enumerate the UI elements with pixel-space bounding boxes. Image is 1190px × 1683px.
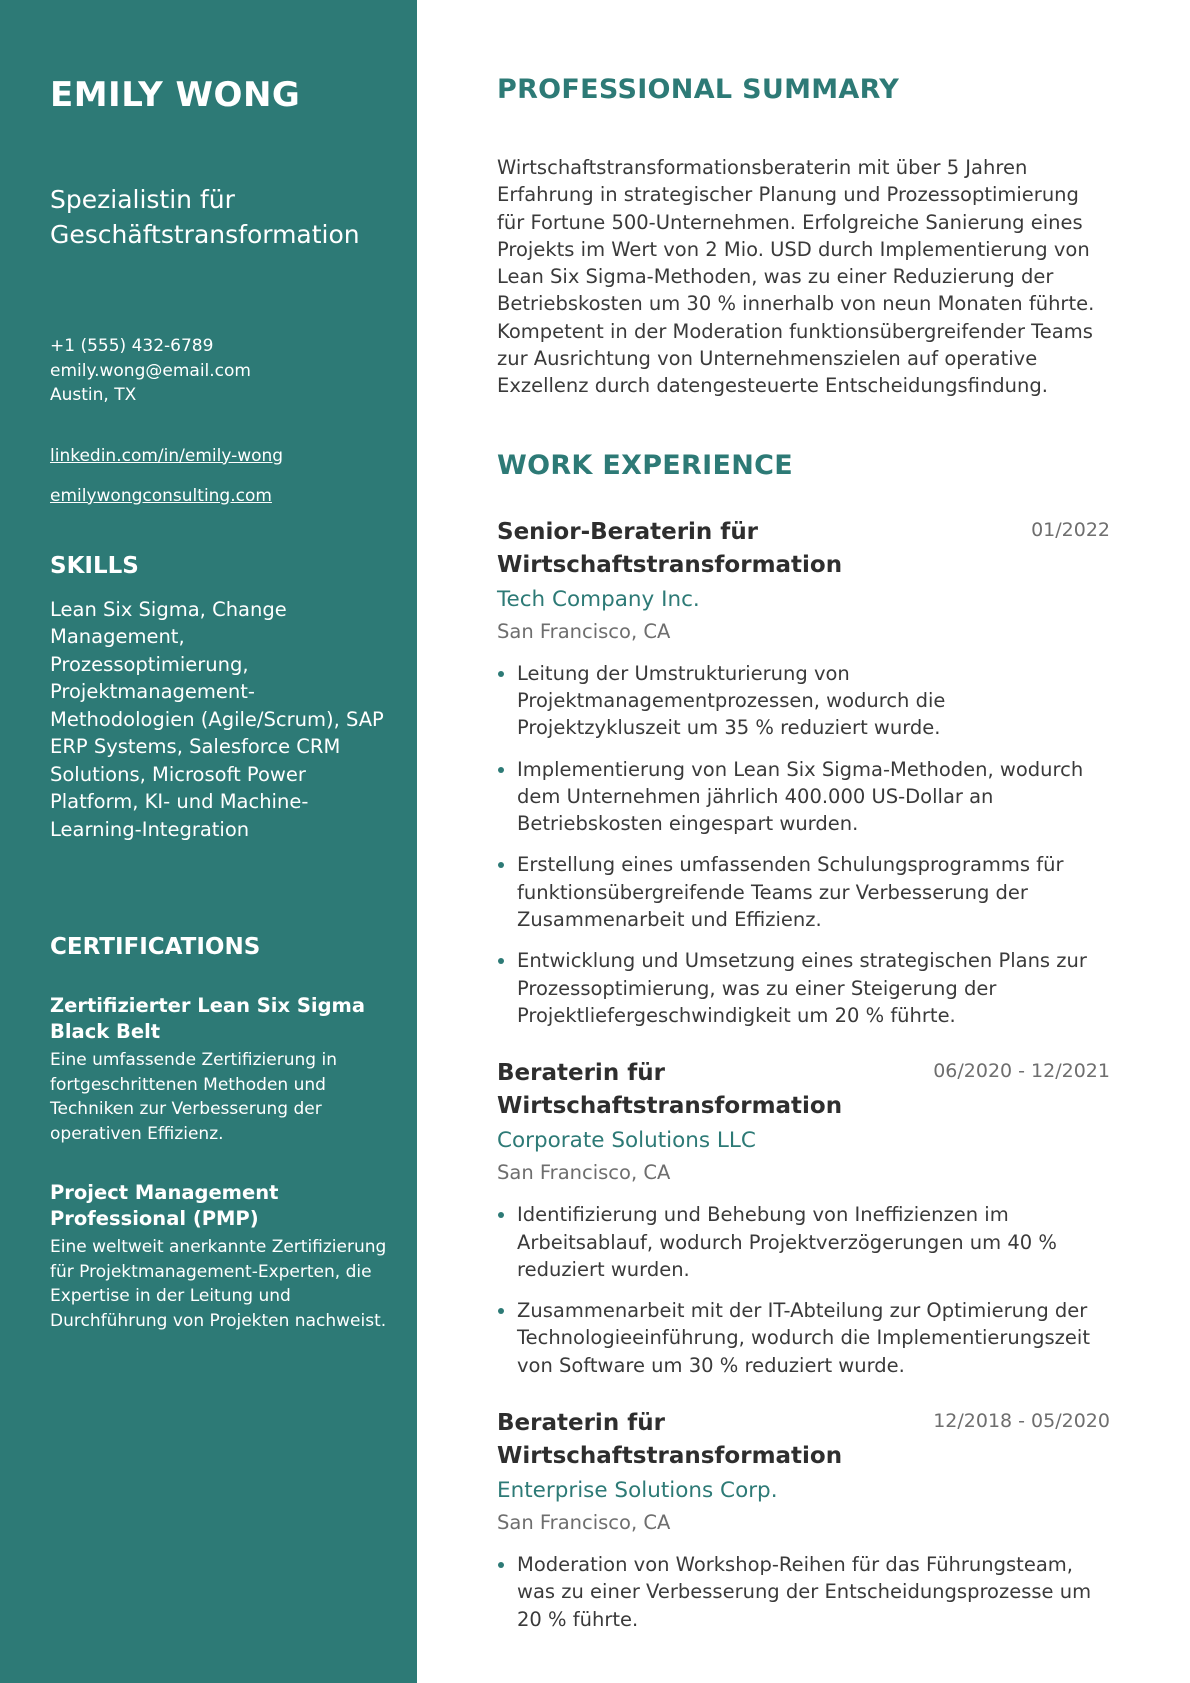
job-entry xyxy=(497,516,1110,1030)
website-link[interactable]: emilywongconsulting.com xyxy=(50,485,272,506)
sidebar xyxy=(0,0,417,1683)
location: Austin, TX xyxy=(50,385,137,405)
job-entry xyxy=(497,1057,1110,1379)
certification-item xyxy=(50,1180,387,1333)
job-location: San Francisco, CA xyxy=(497,1511,671,1535)
certification-title: Project Management Professional (PMP) xyxy=(50,1181,279,1230)
certification-description: Eine umfassende Zertifizierung in fortgeschrittenen Methoden und Techniken zur Verbesserung der operativen Effizienz. xyxy=(50,1050,337,1144)
certification-title: Zertifizierter Lean Six Sigma Black Belt xyxy=(50,994,366,1043)
company-name: Enterprise Solutions Corp. xyxy=(497,1478,778,1504)
skills-heading: SKILLS xyxy=(50,552,139,579)
job-role xyxy=(50,182,387,252)
achievement-list xyxy=(497,1551,1110,1633)
job-title: Beraterin für Wirtschaftstransformation xyxy=(497,1410,843,1470)
job-entry xyxy=(497,1407,1110,1633)
skills-list: Lean Six Sigma, Change Management, Prozessoptimierung, Projektmanagement-Methodologien (Agile/Scrum), SAP ERP Systems, Salesforce CRM Solutions, Microsoft Power Platform, KI- und Machine-Learning-Integration xyxy=(50,597,384,841)
job-location: San Francisco, CA xyxy=(497,1161,671,1185)
job-date: 12/2018 - 05/2020 xyxy=(933,1410,1110,1433)
achievement-item: Identifizierung und Behebung von Ineffizienzen im Arbeitsablauf, wodurch Projektverzögerungen um 40 % reduziert wurden. xyxy=(497,1201,1110,1283)
summary-heading: PROFESSIONAL SUMMARY xyxy=(497,74,900,105)
job-location: San Francisco, CA xyxy=(497,619,671,643)
job-role-line: Spezialistin für xyxy=(50,185,235,214)
achievement-item: Moderation von Workshop-Reihen für das Führungsteam, was zu einer Verbesserung der Entscheidungsprozesse um 20 % führte. xyxy=(497,1551,1110,1633)
achievement-list xyxy=(497,660,1110,1030)
job-title: Beraterin für Wirtschaftstransformation xyxy=(497,1060,843,1120)
certifications-heading: CERTIFICATIONS xyxy=(50,934,261,960)
candidate-name: EMILY WONG xyxy=(50,75,301,115)
contact-info xyxy=(50,334,387,408)
achievement-list xyxy=(497,1201,1110,1379)
achievement-item: Leitung der Umstrukturierung von Projektmanagementprozessen, wodurch die Projektzykluszeit um 35 % reduziert wurde. xyxy=(497,660,1110,742)
phone-number: +1 (555) 432-6789 xyxy=(50,336,214,356)
job-title: Senior-Beraterin für Wirtschaftstransformation xyxy=(497,518,843,578)
achievement-item: Implementierung von Lean Six Sigma-Methoden, wodurch dem Unternehmen jährlich 400.000 US-Dollar an Betriebskosten eingespart wurden. xyxy=(497,756,1110,838)
links xyxy=(50,444,387,508)
job-date: 06/2020 - 12/2021 xyxy=(933,1060,1110,1083)
summary-text: Wirtschaftstransformationsberaterin mit über 5 Jahren Erfahrung in strategischer Planung und Prozessoptimierung für Fortune 500-Unternehmen. Erfolgreiche Sanierung eines Projekts im Wert von 2 Mio. USD durch Implementierung von Lean Six Sigma-Methoden, was zu einer Reduzierung der Betriebskosten um 30 % innerhalb von neun Monaten führte. Kompetent in der Moderation funktionsübergreifender Teams zur Ausrichtung von Unternehmenszielen auf operative Exzellenz durch datengesteuerte Entscheidungsfindung. xyxy=(497,156,1095,398)
linkedin-link[interactable]: linkedin.com/in/emily-wong xyxy=(50,445,284,466)
achievement-item: Entwicklung und Umsetzung eines strategischen Plans zur Prozessoptimierung, was zu einer Steigerung der Projektliefergeschwindigkeit um 20 % führte. xyxy=(497,947,1110,1029)
achievement-item: Zusammenarbeit mit der IT-Abteilung zur Optimierung der Technologieeinführung, wodurch die Implementierungszeit von Software um 30 % reduziert wurde. xyxy=(497,1297,1110,1379)
email-address: emily.wong@email.com xyxy=(50,360,251,381)
main-content xyxy=(417,0,1190,1683)
certification-description: Eine weltweit anerkannte Zertifizierung für Projektmanagement-Experten, die Expertise in der Leitung und Durchführung von Projekten nachweist. xyxy=(50,1237,387,1331)
company-name: Corporate Solutions LLC xyxy=(497,1128,756,1154)
job-role-line: Geschäftstransformation xyxy=(50,220,360,249)
work-experience-heading: WORK EXPERIENCE xyxy=(497,449,793,481)
achievement-item: Erstellung eines umfassenden Schulungsprogramms für funktionsübergreifende Teams zur Verbesserung der Zusammenarbeit und Effizienz. xyxy=(497,851,1110,933)
company-name: Tech Company Inc. xyxy=(497,586,700,612)
job-date: 01/2022 xyxy=(1031,518,1110,541)
certification-item xyxy=(50,993,387,1146)
